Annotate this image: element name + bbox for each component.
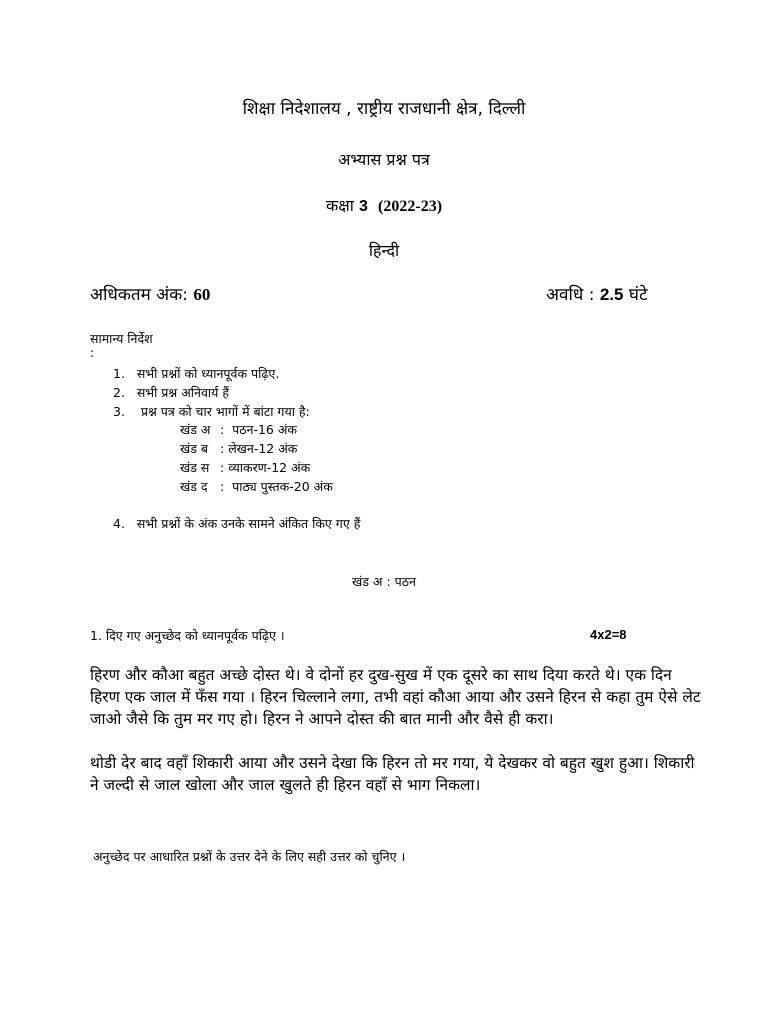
section-a-title: खंड अ : पठन: [352, 574, 416, 589]
instructions-colon: :: [90, 345, 95, 360]
duration: [546, 282, 648, 305]
duration-value: 2.5: [599, 285, 624, 304]
passage-paragraph-2: थोडी देर बाद वहाँ शिकारी आया और उसने देखा कि हिरन तो मर गया, ये देखकर वो बहुत खुश हुआ। शिकारी ने जल्दी से जाल खोला और जाल खुलते ही हिरन वहाँ से भाग निकला।: [90, 754, 695, 794]
max-marks-label: अधिकतम अंक:: [90, 285, 188, 305]
max-marks: [90, 282, 210, 305]
instruction-item: 4. सभी प्रश्नों के अंक उनके सामने अंकित किए गए हैं: [113, 516, 361, 531]
class-value: 3: [358, 198, 368, 215]
instructions-heading: सामान्य निर्देश: [90, 331, 153, 346]
section-entry: खंड द : पाठ्य पुस्तक-20 अंक: [180, 479, 333, 494]
duration-unit: घंटे: [628, 285, 648, 305]
paper-type: अभ्यास प्रश्न पत्र: [338, 150, 430, 169]
question-1: 1. दिए गए अनुच्छेद को ध्यानपूर्वक पढ़िए ।: [90, 628, 285, 643]
instruction-item: 2. सभी प्रश्न अनिवार्य हैं: [113, 385, 230, 400]
instruction-item: 3. प्रश्न पत्र को चार भागों में बांटा गया है:: [113, 404, 310, 419]
class-line: [0, 194, 768, 216]
section-entry: खंड स : व्याकरण-12 अंक: [180, 460, 311, 475]
instruction-item: 1. सभी प्रश्नों को ध्यानपूर्वक पढ़िए.: [113, 366, 280, 381]
passage-paragraph-1: हिरण और कौआ बहुत अच्छे दोस्त थे। वे दोनों हर दुख-सुख में एक दूसरे का साथ दिया करते थे। एक दिन हिरण एक जाल में फँस गया । हिरन चिल्लाने लगा, तभी वहां कौआ आया और उसने हिरन से कहा तुम ऐसे लेट जाओ जैसे कि तुम मर गए हो। हिरन ने आपने दोस्त की बात मानी और वैसे ही करा।: [90, 666, 701, 728]
passage-questions-instruction: अनुच्छेद पर आधारित प्रश्नों के उत्तर देने के लिए सही उत्तर को चुनिए ।: [93, 849, 406, 864]
class-label: कक्षा: [325, 196, 354, 215]
section-entry: खंड ब : लेखन-12 अंक: [180, 441, 298, 456]
duration-label: अवधि :: [546, 285, 595, 305]
directorate-title: शिक्षा निदेशालय , राष्ट्रीय राजधानी क्षेत्र, दिल्ली: [242, 99, 526, 119]
max-marks-value: 60: [193, 285, 211, 304]
session: (2022-23): [378, 198, 443, 215]
question-1-marks: 4x2=8: [590, 627, 627, 642]
subject: हिन्दी: [368, 241, 400, 260]
section-entry: खंड अ : पठन-16 अंक: [180, 422, 298, 437]
